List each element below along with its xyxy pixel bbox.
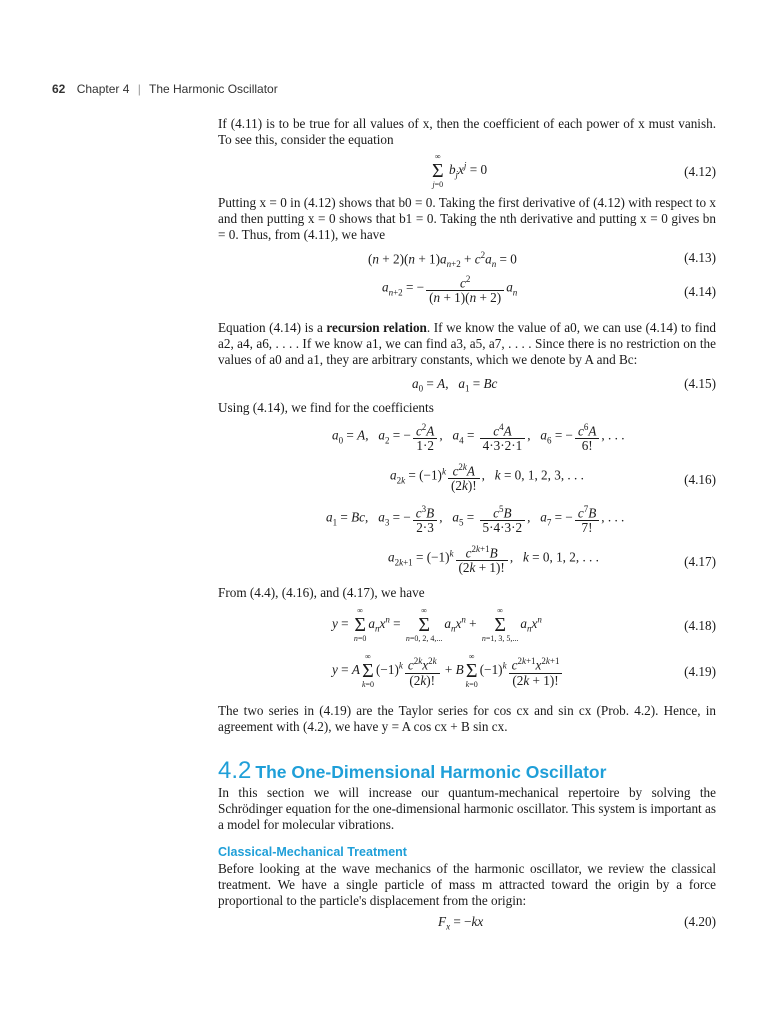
header-separator: | xyxy=(137,82,141,96)
equation-4-13: $(n + 2)(n + 1)a_{n+2} + c^2a_n = 0$ (4.13) xyxy=(368,250,716,270)
equation-even-coefficients: $a_0 = A$, $a_2$ = − $\frac{c^2A}{1\cdot 2}$ , $a_4$ = $\frac{c^4A}{4\cdot 3\cdot 2\cdot 1}$ , $a_6$ = − $\frac{c^6A}{6!}$ , . . . xyxy=(332,422,625,454)
paragraph-8: Before looking at the wave mechanics of the harmonic oscillator, we review the classical treatment. We have a single particle of mass m attracted toward the origin by a force proportional to the particle's displacement from the origin: xyxy=(218,861,716,908)
subsection-heading: Classical-Mechanical Treatment xyxy=(218,845,407,859)
paragraph-6: The two series in (4.19) are the Taylor series for cos cx and sin cx (Prob. 4.2). Hence, in agreement with (4.2), we have y = A cos cx + B sin cx. xyxy=(218,703,716,734)
equation-4-19: y = A ∞ Σ k=0 $(-1)^k$ $\frac{c^{2k}x^{2k}}{(2k)!}$ + B ∞ Σ k=0 $(-1)^k$ $\frac{c^{2k+1}x^{2k+1}}{(2k + 1)!}$ (4.19) xyxy=(332,652,716,689)
recursion-relation-term: recursion relation xyxy=(326,320,427,335)
chapter-title: The Harmonic Oscillator xyxy=(149,82,278,96)
equation-4-18: y = ∞ Σ n=0 $a_nx^n$ = ∞ Σ n=0, 2, 4,... $a_nx^n$ + ∞ Σ n=1, 3, 5,... $a_nx^n$ (4.18) xyxy=(332,606,716,643)
equation-tag: (4.20) xyxy=(684,914,716,929)
equation-tag: (4.16) xyxy=(684,472,716,487)
chapter-label: Chapter 4 xyxy=(76,82,130,96)
page-number: 62 xyxy=(52,82,66,96)
equation-4-12: ∞ Σ j=0 $b_jx^j = 0$ (4.12) xyxy=(432,152,716,189)
running-head xyxy=(52,82,278,96)
paragraph-4: Using (4.14), we find for the coefficients xyxy=(218,400,434,415)
equation-tag: (4.15) xyxy=(684,376,716,391)
equation-tag: (4.17) xyxy=(684,554,716,569)
equation-4-16: $a_{2k} = (-1)^k$ $\frac{c^{2k}A}{(2k)!}$ , k = 0, 1, 2, 3, . . . (4.16) xyxy=(390,462,716,494)
equation-tag: (4.18) xyxy=(684,618,716,633)
equation-4-17: $a_{2k+1} = (-1)^k$ $\frac{c^{2k+1}B}{(2k + 1)!}$ , k = 0, 1, 2, . . . (4.17) xyxy=(388,544,716,576)
equation-odd-coefficients: $a_1 = Bc$, $a_3$ = − $\frac{c^3B}{2\cdot 3}$ , $a_5$ = $\frac{c^5B}{5\cdot 4\cdot 3\cdot 2}$ , $a_7$ = − $\frac{c^7B}{7!}$ , . . . xyxy=(326,504,625,536)
equation-4-20: $F_x = -kx$ (4.20) xyxy=(438,914,716,932)
equation-tag: (4.14) xyxy=(684,284,716,299)
paragraph-7: In this section we will increase our quantum-mechanical repertoire by solving the Schrödinger equation for the one-dimensional harmonic oscillator. This system is important as a model for molecular vibrations. xyxy=(218,785,716,832)
section-heading xyxy=(218,757,606,785)
equation-4-15: $a_0 = A$, $a_1 = Bc$ (4.15) xyxy=(412,376,716,394)
paragraph-5: From (4.4), (4.16), and (4.17), we have xyxy=(218,585,425,600)
paragraph-1: If (4.11) is to be true for all values of x, then the coefficient of each power of x must vanish. To see this, consider the equation xyxy=(218,116,716,147)
equation-4-14: $a_{n+2}$ = − $\frac{c^2}{(n + 1)(n + 2)}$ $a_n$ (4.14) xyxy=(382,274,716,306)
equation-tag: (4.12) xyxy=(684,164,716,179)
section-number: 4.2 xyxy=(218,757,252,784)
paragraph-2: Putting x = 0 in (4.12) shows that b0 = 0. Taking the first derivative of (4.12) with respect to x and then putting x = 0 shows that b1 = 0. Taking the nth derivative and putting x = 0 gives bn = 0. Thus, from (4.11), we have xyxy=(218,195,716,242)
section-title: The One-Dimensional Harmonic Oscillator xyxy=(255,762,607,782)
paragraph-3: Equation (4.14) is a recursion relation. If we know the value of a0, we can use (4.14) to find a2, a4, a6, . . . . If we know a1, we can find a3, a5, a7, . . . . Since there is no restriction on the values of a0 and a1, they are arbitrary constants, which we denote by A and Bc: xyxy=(218,320,717,367)
equation-tag: (4.19) xyxy=(684,664,716,679)
equation-tag: (4.13) xyxy=(684,250,716,265)
